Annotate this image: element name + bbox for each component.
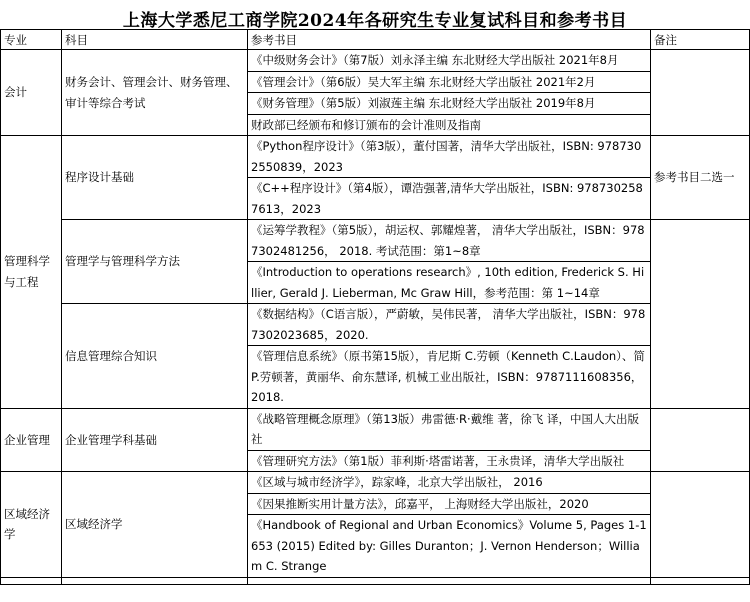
reference-book: 《管理会计》（第6版）吴大军主编 东北财经大学出版社 2021年2月 — [248, 71, 651, 93]
reference-book: 《战略管理概念原理》（第13版）弗雷德·R·戴维 著，徐飞 译，中国人大出版社 — [248, 408, 651, 450]
subject-cell: 信息管理综合知识 — [62, 304, 248, 409]
table-row — [1, 472, 750, 494]
reference-book: 《Handbook of Regional and Urban Economics》Volume 5, Pages 1-1653 (2015) Edited by: Gilles Duranton；J. Vernon Henderson；William C. Strange — [248, 515, 651, 578]
page-title: 上海大学悉尼工商学院2024年各研究生专业复试科目和参考书目 — [122, 11, 628, 31]
note-cell — [651, 50, 750, 136]
table-header-row — [1, 30, 750, 50]
major-cell: 区域经济学 — [1, 472, 62, 578]
major-cell: 企业管理 — [1, 408, 62, 472]
reference-book: 《管理信息系统》（原书第15版），肯尼斯 C.劳顿（Kenneth C.Laudon）、简 P.劳顿著，黄丽华、俞东慧译, 机械工业出版社，ISBN：9787111608356，2018. — [248, 346, 651, 409]
table-row-cut-off — [1, 577, 750, 584]
subject-cell: 管理学与管理科学方法 — [62, 220, 248, 304]
reference-book: 《因果推断实用计量方法》，邱嘉平， 上海财经大学出版社，2020 — [248, 493, 651, 515]
table-row — [1, 136, 750, 178]
header-subject: 科目 — [62, 30, 248, 50]
reference-book: 《管理研究方法》（第1版）菲利斯·塔雷诺著，王永贵译，清华大学出版社 — [248, 450, 651, 472]
reference-book: 《Introduction to operations research》, 10th edition, Frederick S. Hillier, Gerald J. Lieberman, Mc Graw Hill，参考范围：第 1~14章 — [248, 262, 651, 304]
reference-book: 《运筹学教程》（第5版），胡运权、郭耀煌著， 清华大学出版社，ISBN：9787302481256， 2018. 考试范围：第1~8章 — [248, 220, 651, 262]
exam-subject-table — [0, 29, 750, 585]
note-cell — [651, 408, 750, 472]
subject-cell: 财务会计、管理会计、财务管理、审计等综合考试 — [62, 50, 248, 136]
subject-cell: 区域经济学 — [62, 472, 248, 578]
note-cell — [651, 472, 750, 578]
note-cell: 参考书目二选一 — [651, 136, 750, 220]
table-row — [1, 50, 750, 72]
reference-book: 《Python程序设计》（第3版），董付国著，清华大学出版社，ISBN: 9787302550839，2023 — [248, 136, 651, 178]
header-major: 专业 — [1, 30, 62, 50]
table-row — [1, 304, 750, 346]
header-notes: 备注 — [651, 30, 750, 50]
major-cell: 会计 — [1, 50, 62, 136]
reference-book: 《中级财务会计》（第7版）刘永泽主编 东北财经大学出版社 2021年8月 — [248, 50, 651, 72]
table-row — [1, 408, 750, 450]
major-cell: 管理科学与工程 — [1, 136, 62, 409]
note-cell — [651, 220, 750, 409]
table-row — [1, 220, 750, 262]
reference-book: 《财务管理》（第5版）刘淑莲主编 东北财经大学出版社 2019年8月 — [248, 93, 651, 115]
reference-book: 《区域与城市经济学》，踪家峰，北京大学出版社， 2016 — [248, 472, 651, 494]
reference-book: 财政部已经颁布和修订颁布的会计准则及指南 — [248, 114, 651, 136]
subject-cell: 程序设计基础 — [62, 136, 248, 220]
reference-book: 《数据结构》（C语言版），严蔚敏，吴伟民著， 清华大学出版社，ISBN：9787302023685，2020. — [248, 304, 651, 346]
reference-book: 《C++程序设计》（第4版），谭浩强著,清华大学出版社，ISBN: 9787302587613，2023 — [248, 178, 651, 220]
subject-cell: 企业管理学科基础 — [62, 408, 248, 472]
header-refs: 参考书目 — [248, 30, 651, 50]
